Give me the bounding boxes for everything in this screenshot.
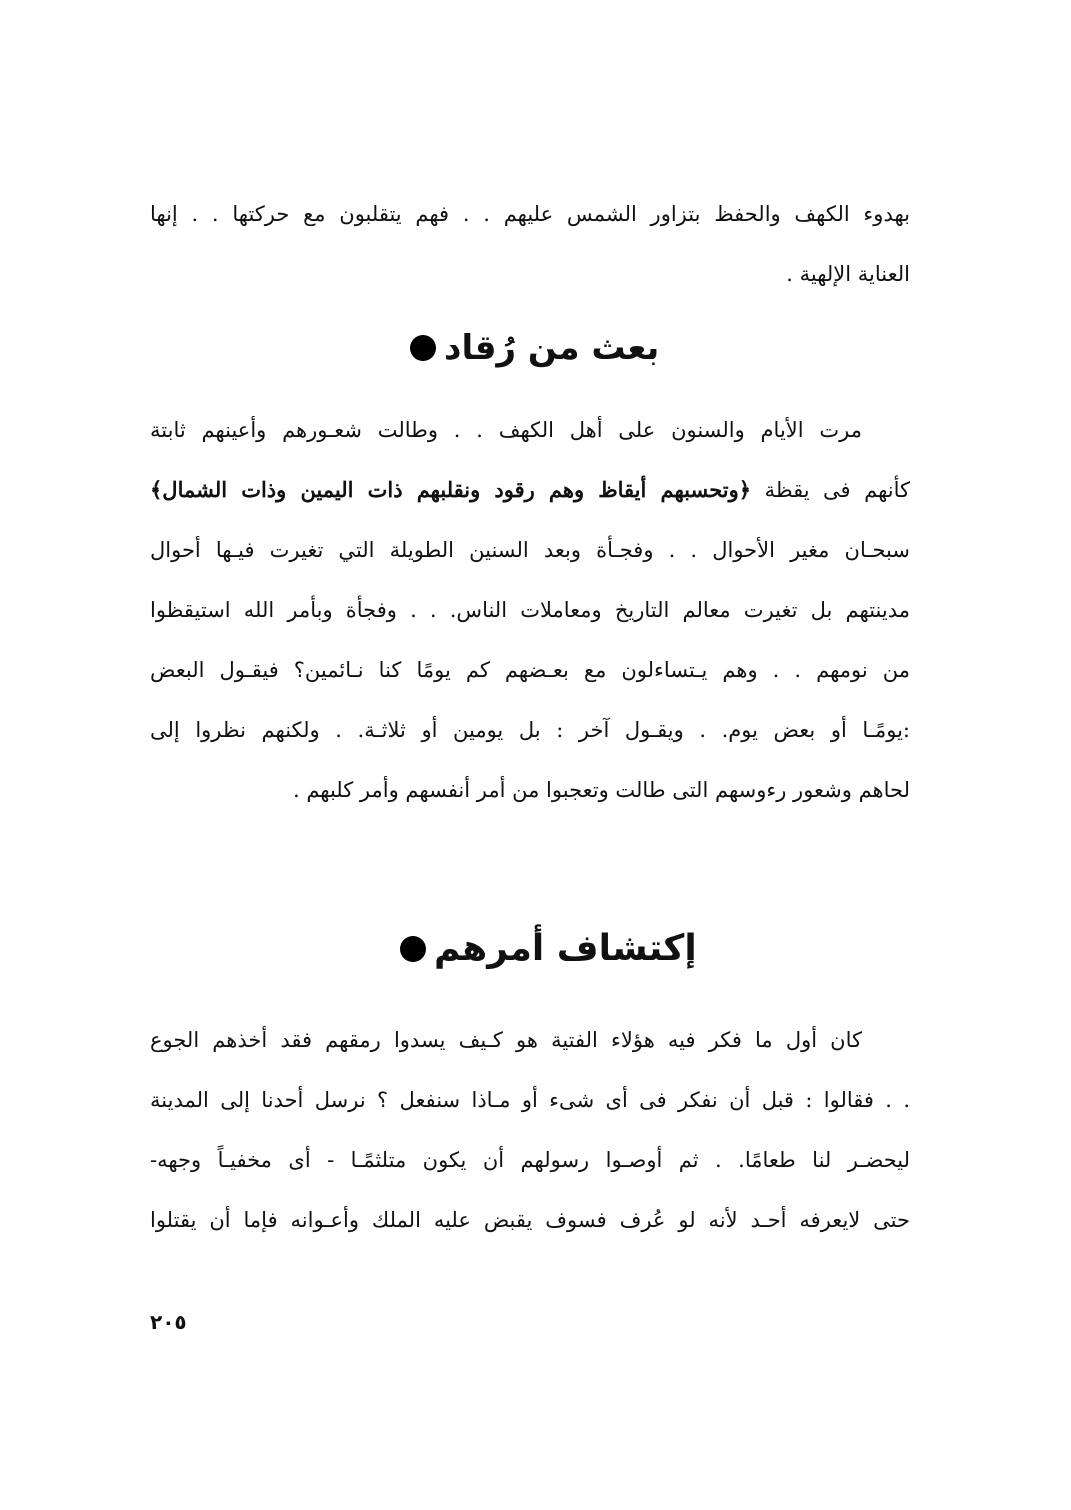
heading-2-text: إكتشاف أمرهم [434, 928, 697, 969]
section-heading-1 [410, 328, 659, 368]
paragraph-2-line-5: من نومهم . . وهم يـتساءلون مع بعـضهم كم يومًا كنا نـائمين؟ فيقـول البعض [150, 658, 910, 682]
heading-1-text: بعث من رُقاد [444, 328, 660, 368]
paragraph-3-line-3: ليحضـر لنا طعامًا. . ثم أوصـوا رسولهم أن يكون متلثمًـا - أى مخفيـاً وجهه- [150, 1148, 910, 1172]
paragraph-3-line-2: . . فقالوا : قبل أن نفكر فى أى شىء أو مـاذا سنفعل ؟ نرسل أحدنا إلى المدينة [150, 1088, 910, 1112]
paragraph-1-line-2: العناية الإلهية . [786, 262, 910, 286]
bullet-icon [400, 936, 426, 962]
bullet-icon [410, 335, 436, 361]
paragraph-1-line-1: بهدوء الكهف والحفظ بتزاور الشمس عليهم . . فهم يتقلبون مع حركتها . . إنها [150, 202, 910, 226]
paragraph-2-line-1: مرت الأيام والسنون على أهل الكهف . . وطالت شعـورهم وأعينهم ثابتة [150, 418, 862, 442]
paragraph-1 [150, 196, 910, 316]
paragraph-2-line-2 [150, 472, 910, 532]
section-heading-2 [400, 928, 697, 969]
paragraph-3 [150, 1022, 910, 1262]
paragraph-2-line-6: :يومًـا أو بعض يوم. . ويقـول آخر : بل يومين أو ثلاثـة. . ولكنهم نظروا إلى [150, 718, 910, 742]
paragraph-2-line-4: مدينتهم بل تغيرت معالم التاريخ ومعاملات الناس. . . وفجأة وبأمر الله استيقظوا [150, 598, 910, 622]
paragraph-3-line-1: كان أول ما فكر فيه هؤلاء الفتية هو كـيف يسدوا رمقهم فقد أخذهم الجوع [150, 1028, 862, 1052]
page-number: ٢٠٥ [150, 1310, 187, 1334]
paragraph-2-line-2-prefix: كأنهم فى يقظة [764, 478, 910, 502]
paragraph-2 [150, 412, 910, 832]
paragraph-2-line-3: سبحـان مغير الأحوال . . وفجـأة وبعد السنين الطويلة التي تغيرت فيـها أحوال [150, 538, 910, 562]
paragraph-2-line-7: لحاهم وشعور رءوسهم التى طالت وتعجبوا من أمر أنفسهم وأمر كلبهم . [292, 778, 910, 802]
quran-quote: ﴿وتحسبهم أيقاظ وهم رقود ونقلبهم ذات اليمين وذات الشمال﴾ [150, 477, 752, 502]
paragraph-3-line-4: حتى لايعرفه أحـد لأنه لو عُرف فسوف يقبض عليه الملك وأعـوانه فإما أن يقتلوا [150, 1208, 910, 1232]
